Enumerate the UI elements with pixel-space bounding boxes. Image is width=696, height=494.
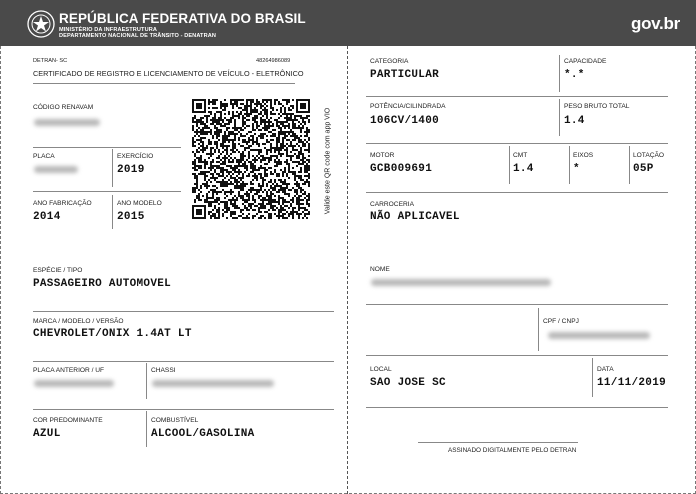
divider — [112, 195, 113, 229]
divider — [33, 409, 334, 410]
renavam-label: CÓDIGO RENAVAM — [33, 104, 94, 111]
issuer-label: DETRAN- SC — [33, 58, 68, 64]
eixos-label: EIXOS — [573, 152, 594, 159]
categoria-label: CATEGORIA — [370, 58, 409, 65]
cpf-cnpj-label: CPF / CNPJ — [543, 318, 579, 325]
especie-tipo-value: PASSAGEIRO AUTOMOVEL — [33, 278, 172, 290]
local-value: SAO JOSE SC — [370, 377, 446, 389]
data-label: DATA — [597, 366, 614, 373]
lotacao-label: LOTAÇÃO — [633, 152, 665, 159]
divider — [509, 146, 510, 184]
divider — [33, 361, 334, 362]
carroceria-label: CARROCERIA — [370, 201, 414, 208]
divider — [33, 191, 181, 192]
header-department: DEPARTAMENTO NACIONAL DE TRÂNSITO - DENATRAN — [59, 33, 216, 39]
combustivel-label: COMBUSTÍVEL — [151, 417, 199, 424]
capacidade-value: *.* — [564, 69, 585, 81]
qr-caption — [323, 98, 333, 223]
placa-value-redacted — [34, 166, 78, 173]
capacidade-label: CAPACIDADE — [564, 58, 607, 65]
divider — [559, 55, 560, 92]
divider — [146, 363, 147, 399]
placa-anterior-value-redacted — [34, 380, 114, 387]
divider — [366, 407, 668, 408]
divider — [33, 83, 295, 84]
divider — [33, 147, 181, 148]
potencia-value: 106CV/1400 — [370, 115, 440, 127]
cmt-label: CMT — [513, 152, 528, 159]
placa-label: PLACA — [33, 153, 55, 160]
chassi-label: CHASSI — [151, 367, 176, 374]
divider — [366, 355, 668, 356]
local-label: LOCAL — [370, 366, 392, 373]
renavam-value-redacted — [34, 119, 100, 126]
header-title: REPÚBLICA FEDERATIVA DO BRASIL — [59, 11, 306, 26]
divider — [146, 411, 147, 447]
left-edge-dashed — [0, 46, 1, 494]
marca-modelo-value: CHEVROLET/ONIX 1.4AT LT — [33, 328, 192, 340]
chassi-value-redacted — [152, 380, 274, 387]
cpf-cnpj-value-redacted — [548, 332, 650, 339]
divider — [559, 99, 560, 136]
govbr-logo: gov.br — [631, 14, 680, 33]
divider — [592, 358, 593, 397]
motor-label: MOTOR — [370, 152, 395, 159]
qr-caption-text: Valide este QR code com app VIO — [324, 107, 332, 214]
gov-header — [0, 0, 696, 46]
placa-anterior-label: PLACA ANTERIOR / UF — [33, 367, 105, 374]
divider — [33, 311, 334, 312]
exercicio-label: EXERCÍCIO — [117, 153, 154, 160]
cor-value: AZUL — [33, 428, 61, 440]
categoria-value: PARTICULAR — [370, 69, 440, 81]
divider — [112, 149, 113, 187]
document-code: 48264986089 — [256, 58, 291, 64]
especie-tipo-label: ESPÉCIE / TIPO — [33, 267, 83, 274]
divider — [366, 192, 668, 193]
ano-fabricacao-label: ANO FABRICAÇÃO — [33, 200, 92, 207]
eixos-value: * — [573, 163, 580, 175]
ano-fabricacao-value: 2014 — [33, 211, 61, 223]
nome-value-redacted — [371, 279, 551, 286]
signature-line — [418, 442, 578, 443]
peso-bruto-value: 1.4 — [564, 115, 585, 127]
potencia-label: POTÊNCIA/CILINDRADA — [370, 103, 446, 110]
combustivel-value: ALCOOL/GASOLINA — [151, 428, 255, 440]
cor-label: COR PREDOMINANTE — [33, 417, 103, 424]
marca-modelo-label: MARCA / MODELO / VERSÃO — [33, 318, 124, 325]
carroceria-value: NÃO APLICAVEL — [370, 211, 460, 223]
ano-modelo-value: 2015 — [117, 211, 145, 223]
qr-code — [192, 99, 310, 219]
ano-modelo-label: ANO MODELO — [117, 200, 162, 207]
divider — [366, 304, 668, 305]
signed-note: ASSINADO DIGITALMENTE PELO DETRAN — [448, 447, 577, 454]
divider — [629, 146, 630, 184]
divider — [569, 146, 570, 184]
cmt-value: 1.4 — [513, 163, 534, 175]
exercicio-value: 2019 — [117, 164, 145, 176]
divider — [366, 96, 668, 97]
divider — [538, 308, 539, 351]
document-title: CERTIFICADO DE REGISTRO E LICENCIAMENTO DE VEÍCULO - ELETRÔNICO — [33, 69, 304, 78]
peso-bruto-label: PESO BRUTO TOTAL — [564, 103, 630, 110]
fold-dashed-divider — [347, 46, 348, 494]
nome-label: NOME — [370, 266, 390, 273]
motor-value: GCB009691 — [370, 163, 433, 175]
national-seal-icon — [27, 10, 55, 38]
header-ministry: MINISTÉRIO DA INFRAESTRUTURA — [59, 27, 157, 33]
lotacao-value: 05P — [633, 163, 654, 175]
divider — [366, 143, 668, 144]
data-value: 11/11/2019 — [597, 377, 667, 389]
